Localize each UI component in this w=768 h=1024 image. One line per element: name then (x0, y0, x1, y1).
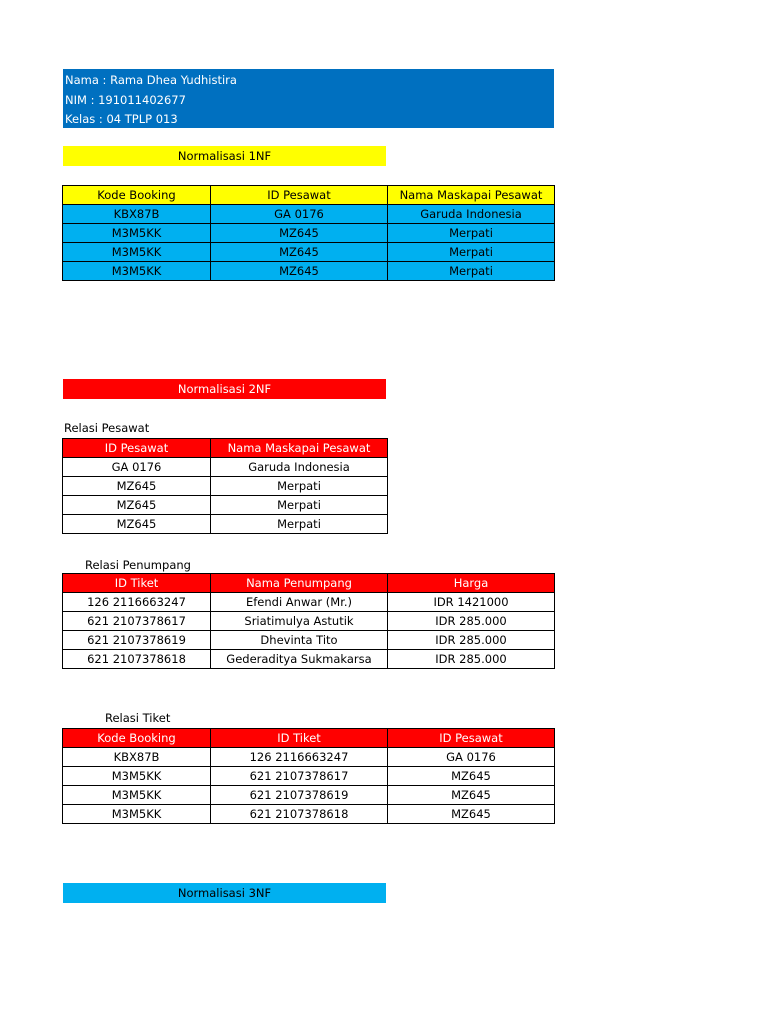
table-cell: MZ645 (63, 477, 211, 496)
table-cell: M3M5KK (63, 767, 211, 786)
table-relasi-tiket (62, 728, 555, 824)
table-cell: MZ645 (211, 243, 388, 262)
table-cell: 621 2107378618 (63, 650, 211, 669)
student-name: Nama : Rama Dhea Yudhistira (65, 73, 237, 87)
table-cell: Dhevinta Tito (211, 631, 388, 650)
relasi-tiket-caption: Relasi Tiket (105, 711, 171, 725)
section-3nf-title: Normalisasi 3NF (63, 883, 386, 903)
table-cell: 621 2107378617 (211, 767, 388, 786)
table-cell: Garuda Indonesia (211, 458, 388, 477)
header-cell: ID Tiket (63, 574, 211, 593)
table-cell: MZ645 (388, 786, 555, 805)
table-row (63, 650, 555, 669)
table-relasi-penumpang (62, 573, 555, 669)
table-cell: 621 2107378619 (211, 786, 388, 805)
table-cell: Merpati (211, 477, 388, 496)
table-cell: Gederaditya Sukmakarsa (211, 650, 388, 669)
table-cell: 621 2107378617 (63, 612, 211, 631)
table-row (63, 767, 555, 786)
table-header (63, 439, 388, 458)
table-cell: 621 2107378618 (211, 805, 388, 824)
table-cell: GA 0176 (388, 748, 555, 767)
header-cell: ID Pesawat (388, 729, 555, 748)
relasi-pesawat-caption: Relasi Pesawat (64, 421, 150, 435)
header-cell: Kode Booking (63, 729, 211, 748)
table-row (63, 224, 555, 243)
table-cell: Sriatimulya Astutik (211, 612, 388, 631)
table-cell: MZ645 (388, 805, 555, 824)
table-cell: MZ645 (63, 496, 211, 515)
table-row (63, 748, 555, 767)
table-row (63, 631, 555, 650)
table-cell: Merpati (211, 496, 388, 515)
table-row (63, 515, 388, 534)
table-cell: 126 2116663247 (211, 748, 388, 767)
student-nim: NIM : 191011402677 (65, 92, 186, 107)
table-cell: M3M5KK (63, 805, 211, 824)
table-cell: IDR 285.000 (388, 650, 555, 669)
table-cell: Merpati (211, 515, 388, 534)
table-cell: KBX87B (63, 748, 211, 767)
table-cell: Efendi Anwar (Mr.) (211, 593, 388, 612)
table-row (63, 458, 388, 477)
table-cell: GA 0176 (211, 205, 388, 224)
table-row (63, 612, 555, 631)
table-row (63, 786, 555, 805)
header-cell: Kode Booking (63, 186, 211, 205)
table-cell: Merpati (388, 243, 555, 262)
table-row (63, 243, 555, 262)
table-cell: M3M5KK (63, 243, 211, 262)
table-cell: M3M5KK (63, 786, 211, 805)
table-cell: IDR 1421000 (388, 593, 555, 612)
header-cell: Nama Penumpang (211, 574, 388, 593)
header-cell: ID Tiket (211, 729, 388, 748)
table-cell: 126 2116663247 (63, 593, 211, 612)
section-1nf-title: Normalisasi 1NF (63, 146, 386, 166)
table-relasi-pesawat (62, 438, 388, 534)
header-cell: Nama Maskapai Pesawat (211, 439, 388, 458)
table-row (63, 477, 388, 496)
section-2nf-title: Normalisasi 2NF (63, 379, 386, 399)
table-cell: MZ645 (211, 224, 388, 243)
table-header (63, 574, 555, 593)
table-cell: MZ645 (211, 262, 388, 281)
table-row (63, 593, 555, 612)
header-cell: ID Pesawat (211, 186, 388, 205)
table-cell: 621 2107378619 (63, 631, 211, 650)
header-cell: ID Pesawat (63, 439, 211, 458)
table-cell: GA 0176 (63, 458, 211, 477)
relasi-penumpang-caption: Relasi Penumpang (85, 558, 191, 572)
table-1nf (62, 185, 555, 281)
table-cell: MZ645 (63, 515, 211, 534)
table-cell: Merpati (388, 262, 555, 281)
table-cell: IDR 285.000 (388, 612, 555, 631)
table-cell: KBX87B (63, 205, 211, 224)
table-cell: IDR 285.000 (388, 631, 555, 650)
table-row (63, 496, 388, 515)
table-header (63, 186, 555, 205)
table-cell: MZ645 (388, 767, 555, 786)
table-cell: M3M5KK (63, 262, 211, 281)
table-row (63, 805, 555, 824)
student-class: Kelas : 04 TPLP 013 (65, 112, 178, 126)
table-row (63, 205, 555, 224)
table-cell: Garuda Indonesia (388, 205, 555, 224)
header-cell: Nama Maskapai Pesawat (388, 186, 555, 205)
table-cell: M3M5KK (63, 224, 211, 243)
table-row (63, 262, 555, 281)
table-cell: Merpati (388, 224, 555, 243)
header-cell: Harga (388, 574, 555, 593)
student-info (63, 69, 554, 128)
table-header (63, 729, 555, 748)
